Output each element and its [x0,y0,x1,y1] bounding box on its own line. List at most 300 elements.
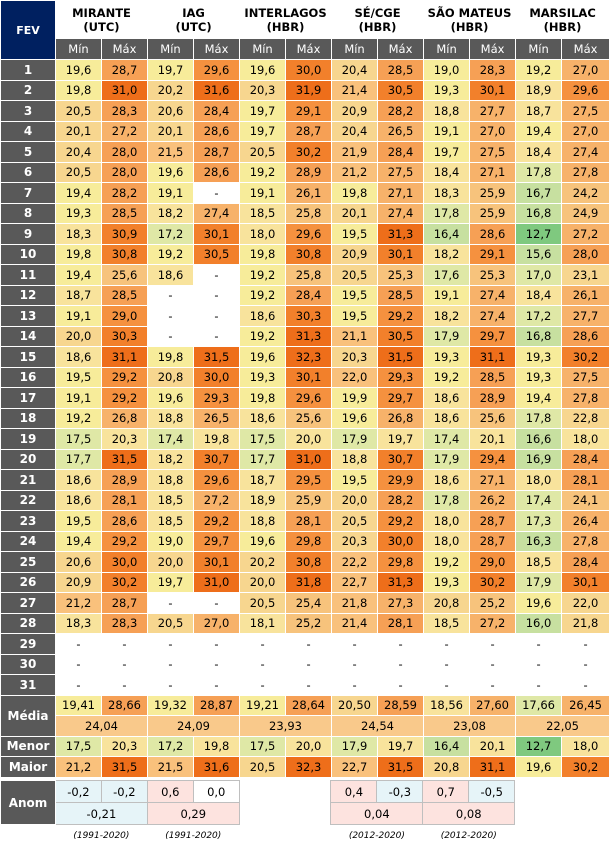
min-temp-cell: 17,8 [424,490,470,511]
max-temp-cell: - [194,675,240,696]
max-temp-cell: 31,9 [286,80,332,101]
media-max-cell: 27,60 [470,695,516,716]
max-temp-cell: 31,5 [194,347,240,368]
minmax-header-row [1,39,609,60]
day-row [1,490,609,511]
max-temp-cell: 30,0 [286,60,332,81]
station-timezone: (UTC) [56,20,147,34]
min-temp-cell: 19,7 [240,101,286,122]
max-temp-cell: 28,6 [102,511,148,532]
max-temp-cell: 28,7 [102,593,148,614]
min-temp-cell: 17,9 [424,449,470,470]
max-temp-cell: 20,0 [286,429,332,450]
max-temp-cell: 30,9 [102,224,148,245]
max-temp-cell: 31,5 [378,347,424,368]
station-name: IAG [148,6,239,20]
max-temp-cell: 29,3 [194,388,240,409]
station-header [424,1,516,39]
min-temp-cell: 21,9 [332,142,378,163]
min-column-header: Mín [56,39,102,60]
min-temp-cell: 18,6 [240,408,286,429]
day-row [1,654,609,675]
max-temp-cell: 27,5 [562,101,609,122]
max-temp-cell: 29,5 [286,470,332,491]
max-temp-cell: 28,7 [286,121,332,142]
min-temp-cell: 19,5 [332,470,378,491]
day-number: 9 [1,224,56,245]
station-name: SÃO MATEUS [424,6,515,20]
max-temp-cell: 30,2 [102,572,148,593]
min-temp-cell: 21,4 [332,80,378,101]
min-temp-cell: - [148,593,194,614]
spacer [561,803,609,825]
min-temp-cell: 19,3 [424,347,470,368]
day-number: 25 [1,552,56,573]
max-temp-cell: - [286,675,332,696]
min-temp-cell: 18,3 [56,613,102,634]
maior-min-cell: 21,5 [148,757,194,778]
anom-value-cell: -0,5 [469,781,515,803]
max-temp-cell: 27,8 [562,531,609,552]
max-temp-cell: - [562,675,609,696]
day-row [1,367,609,388]
max-temp-cell: - [562,654,609,675]
min-temp-cell: - [240,675,286,696]
max-temp-cell: 30,5 [378,326,424,347]
max-temp-cell: 29,7 [378,388,424,409]
max-temp-cell: 28,7 [194,142,240,163]
max-temp-cell: 25,6 [102,265,148,286]
media-max-cell: 28,64 [286,695,332,716]
day-number: 3 [1,101,56,122]
max-temp-cell: - [378,654,424,675]
min-temp-cell: 20,3 [332,531,378,552]
min-temp-cell: 19,8 [332,183,378,204]
min-temp-cell: 19,0 [148,531,194,552]
min-temp-cell: 12,7 [516,224,562,245]
station-timezone: (UTC) [148,20,239,34]
spacer [561,825,609,846]
min-temp-cell: 20,3 [240,80,286,101]
daily-rows [1,60,609,778]
min-temp-cell: 18,4 [424,162,470,183]
media-avg-cell: 24,09 [148,716,240,737]
month-label: FEV [1,1,56,60]
media-min-cell: 19,21 [240,695,286,716]
min-temp-cell: 21,8 [332,593,378,614]
max-temp-cell: 31,0 [286,449,332,470]
max-temp-cell: 28,4 [286,285,332,306]
day-number: 24 [1,531,56,552]
min-temp-cell: 18,5 [240,203,286,224]
day-row [1,80,609,101]
day-number: 11 [1,265,56,286]
min-temp-cell: - [516,654,562,675]
media-max-cell: 28,66 [102,695,148,716]
max-temp-cell: 28,0 [562,244,609,265]
min-column-header: Mín [148,39,194,60]
anom-avg-cell: 0,08 [423,803,515,825]
max-temp-cell: 29,8 [378,552,424,573]
max-temp-cell: 28,0 [102,162,148,183]
min-temp-cell: 21,4 [332,613,378,634]
min-temp-cell: 20,4 [332,121,378,142]
max-temp-cell: 32,3 [286,347,332,368]
maior-max-cell: 32,3 [286,757,332,778]
anom-period-label: (2012-2020) [331,825,423,846]
max-temp-cell: - [286,634,332,655]
min-temp-cell: 18,6 [56,470,102,491]
min-temp-cell: - [148,654,194,675]
max-temp-cell: 28,2 [378,101,424,122]
anom-value-cell: 0,6 [147,781,193,803]
min-temp-cell: 19,1 [56,306,102,327]
day-row [1,675,609,696]
max-temp-cell: 27,5 [470,142,516,163]
day-number: 10 [1,244,56,265]
station-name: MIRANTE [56,6,147,20]
media-avg-cell: 24,04 [56,716,148,737]
station-name: MARSILAC [516,6,609,20]
max-temp-cell: 31,3 [378,572,424,593]
max-temp-cell: - [194,183,240,204]
max-temp-cell: 29,0 [470,552,516,573]
min-column-header: Mín [332,39,378,60]
max-temp-cell: 29,6 [194,470,240,491]
min-temp-cell: 19,4 [56,265,102,286]
max-temp-cell: 29,4 [470,449,516,470]
menor-max-cell: 20,3 [102,736,148,757]
day-row [1,429,609,450]
max-temp-cell: 27,3 [378,593,424,614]
min-temp-cell: 20,0 [240,572,286,593]
max-temp-cell: 29,7 [470,326,516,347]
day-row [1,306,609,327]
max-temp-cell: 28,4 [562,552,609,573]
max-temp-cell: 28,6 [194,121,240,142]
min-temp-cell: 17,8 [516,408,562,429]
spacer [285,803,331,825]
max-temp-cell: 27,5 [378,162,424,183]
max-temp-cell: - [470,634,516,655]
max-temp-cell: 27,4 [470,285,516,306]
min-temp-cell: 18,8 [148,470,194,491]
maior-min-cell: 20,8 [424,757,470,778]
max-temp-cell: 27,7 [470,101,516,122]
min-temp-cell: 18,5 [516,552,562,573]
max-temp-cell: 29,2 [102,531,148,552]
min-temp-cell: - [516,634,562,655]
min-temp-cell: 18,3 [424,183,470,204]
spacer [239,781,285,803]
menor-min-cell: 17,9 [332,736,378,757]
station-timezone: (HBR) [332,20,423,34]
max-temp-cell: 28,2 [378,490,424,511]
max-temp-cell: 29,1 [286,101,332,122]
min-temp-cell: 19,1 [424,285,470,306]
menor-label: Menor [1,736,56,757]
min-temp-cell: 19,1 [240,183,286,204]
min-temp-cell: 18,2 [424,306,470,327]
max-temp-cell: 30,1 [470,80,516,101]
max-temp-cell: 28,1 [286,511,332,532]
max-temp-cell: 28,3 [470,60,516,81]
min-temp-cell: 22,7 [332,572,378,593]
min-temp-cell: 20,1 [332,203,378,224]
min-temp-cell: 19,6 [516,593,562,614]
day-number: 18 [1,408,56,429]
min-temp-cell: 19,4 [56,531,102,552]
max-temp-cell: 31,1 [102,347,148,368]
max-temp-cell: 30,8 [102,244,148,265]
min-temp-cell: - [332,654,378,675]
max-temp-cell: 30,0 [102,552,148,573]
min-temp-cell: 18,5 [148,490,194,511]
max-temp-cell: 30,7 [194,449,240,470]
anom-period-label: (1991-2020) [147,825,239,846]
day-row [1,203,609,224]
min-temp-cell: 18,6 [424,408,470,429]
min-temp-cell: 19,7 [424,142,470,163]
min-temp-cell: 20,1 [148,121,194,142]
max-temp-cell: 28,1 [562,470,609,491]
max-temp-cell: 28,6 [194,162,240,183]
anom-values-row [1,781,609,803]
max-temp-cell: 29,6 [286,388,332,409]
min-temp-cell: 19,2 [56,408,102,429]
min-temp-cell: 19,1 [56,388,102,409]
min-temp-cell: 19,2 [516,60,562,81]
min-temp-cell: 19,3 [424,572,470,593]
min-temp-cell: 19,6 [148,388,194,409]
min-temp-cell: 19,3 [516,347,562,368]
min-temp-cell: 17,4 [516,490,562,511]
min-temp-cell: 19,5 [332,224,378,245]
min-temp-cell: - [424,675,470,696]
max-temp-cell: 26,8 [102,408,148,429]
min-temp-cell: 17,6 [424,265,470,286]
max-temp-cell: 31,8 [286,572,332,593]
min-temp-cell: 20,5 [332,265,378,286]
min-temp-cell: 20,5 [56,101,102,122]
min-temp-cell: 19,2 [240,162,286,183]
min-temp-cell: 20,1 [56,121,102,142]
min-temp-cell: 19,6 [148,162,194,183]
max-temp-cell: 28,6 [562,326,609,347]
min-temp-cell: 19,7 [148,60,194,81]
min-temp-cell: - [424,634,470,655]
station-header [516,1,609,39]
day-row [1,388,609,409]
max-temp-cell: 30,1 [194,552,240,573]
max-temp-cell: 31,3 [286,326,332,347]
min-temp-cell: 18,6 [424,470,470,491]
media-avg-row [1,716,609,737]
max-temp-cell: - [194,306,240,327]
min-temp-cell: 17,9 [424,326,470,347]
media-row [1,695,609,716]
max-temp-cell: 30,1 [378,244,424,265]
max-temp-cell: 27,4 [194,203,240,224]
min-temp-cell: - [332,675,378,696]
anom-value-cell: -0,2 [55,781,101,803]
day-row [1,224,609,245]
min-temp-cell: 20,6 [148,101,194,122]
min-temp-cell: - [148,675,194,696]
day-row [1,326,609,347]
max-temp-cell: - [470,675,516,696]
max-temp-cell: 30,2 [470,572,516,593]
max-temp-cell: 27,2 [562,224,609,245]
max-column-header: Máx [194,39,240,60]
min-temp-cell: 19,8 [240,244,286,265]
day-row [1,470,609,491]
max-temp-cell: 25,2 [470,593,516,614]
max-temp-cell: 28,7 [470,511,516,532]
max-temp-cell: 20,3 [102,429,148,450]
min-temp-cell: 20,9 [332,244,378,265]
day-row [1,162,609,183]
min-temp-cell: 17,4 [424,429,470,450]
min-temp-cell: 19,5 [56,511,102,532]
min-temp-cell: 21,1 [332,326,378,347]
day-row [1,572,609,593]
max-temp-cell: 22,8 [562,408,609,429]
min-temp-cell: 18,0 [424,531,470,552]
min-temp-cell: 20,5 [56,162,102,183]
max-temp-cell: - [102,675,148,696]
max-temp-cell: 29,7 [194,531,240,552]
max-temp-cell: 29,6 [194,60,240,81]
media-max-cell: 28,87 [194,695,240,716]
min-temp-cell: 20,5 [240,142,286,163]
max-temp-cell: - [194,326,240,347]
min-temp-cell: 18,4 [516,142,562,163]
day-row [1,285,609,306]
max-temp-cell: 28,9 [470,388,516,409]
spacer [515,825,561,846]
min-temp-cell: 19,3 [56,203,102,224]
max-temp-cell: 27,0 [470,121,516,142]
min-temp-cell: 19,8 [56,244,102,265]
max-temp-cell: 27,0 [194,613,240,634]
max-temp-cell: 27,4 [470,306,516,327]
max-temp-cell: 28,7 [102,60,148,81]
day-row [1,60,609,81]
menor-min-cell: 16,4 [424,736,470,757]
spacer [515,803,561,825]
min-temp-cell: 18,0 [240,224,286,245]
day-row [1,244,609,265]
min-temp-cell: - [332,634,378,655]
day-number: 4 [1,121,56,142]
max-temp-cell: 29,6 [286,224,332,245]
max-temp-cell: - [194,593,240,614]
spacer [1,825,56,846]
media-avg-cell: 22,05 [516,716,609,737]
max-temp-cell: 28,9 [102,470,148,491]
max-temp-cell: 25,4 [286,593,332,614]
max-temp-cell: 22,0 [562,593,609,614]
min-temp-cell: 18,6 [148,265,194,286]
maior-max-cell: 31,5 [102,757,148,778]
min-temp-cell: 20,2 [148,80,194,101]
min-temp-cell: - [424,654,470,675]
max-temp-cell: 27,2 [194,490,240,511]
max-temp-cell: - [102,634,148,655]
min-temp-cell: 19,7 [240,121,286,142]
min-temp-cell: 18,2 [148,203,194,224]
max-temp-cell: 30,3 [286,306,332,327]
min-temp-cell: 17,9 [332,429,378,450]
day-number: 2 [1,80,56,101]
max-column-header: Máx [286,39,332,60]
max-temp-cell: 28,1 [378,613,424,634]
menor-max-cell: 18,0 [562,736,609,757]
day-number: 21 [1,470,56,491]
day-number: 30 [1,654,56,675]
min-temp-cell: 18,9 [516,80,562,101]
min-temp-cell: - [56,654,102,675]
max-temp-cell: 30,1 [562,572,609,593]
maior-max-cell: 30,2 [562,757,609,778]
day-number: 1 [1,60,56,81]
day-number: 15 [1,347,56,368]
spacer [285,825,331,846]
day-number: 17 [1,388,56,409]
max-temp-cell: 26,4 [562,511,609,532]
min-temp-cell: 18,7 [240,470,286,491]
max-temp-cell: 27,1 [470,470,516,491]
min-temp-cell: 16,6 [516,429,562,450]
min-temp-cell: 16,0 [516,613,562,634]
day-row [1,347,609,368]
max-temp-cell: 29,2 [378,306,424,327]
anom-period-label: (1991-2020) [55,825,147,846]
min-temp-cell: 20,0 [56,326,102,347]
spacer [561,781,609,803]
min-temp-cell: 19,1 [424,121,470,142]
min-temp-cell: - [56,634,102,655]
min-temp-cell: 19,8 [56,80,102,101]
min-temp-cell: 19,9 [332,388,378,409]
min-temp-cell: 18,0 [516,470,562,491]
min-temp-cell: 20,2 [240,552,286,573]
max-temp-cell: 31,6 [194,80,240,101]
maior-max-cell: 31,1 [470,757,516,778]
media-avg-cell: 24,54 [332,716,424,737]
min-temp-cell: 19,3 [424,80,470,101]
min-temp-cell: 18,6 [424,388,470,409]
media-min-cell: 20,50 [332,695,378,716]
min-temp-cell: 19,2 [424,367,470,388]
min-temp-cell: 16,3 [516,531,562,552]
day-number: 19 [1,429,56,450]
max-temp-cell: 27,5 [562,367,609,388]
min-temp-cell: 17,2 [516,306,562,327]
media-min-cell: 19,41 [56,695,102,716]
max-temp-cell: 28,5 [102,203,148,224]
min-temp-cell: 17,4 [148,429,194,450]
max-temp-cell: 29,0 [102,306,148,327]
min-temp-cell: 16,7 [516,183,562,204]
maior-min-cell: 19,6 [516,757,562,778]
anom-period-label: (2012-2020) [423,825,515,846]
min-temp-cell: 20,4 [56,142,102,163]
max-temp-cell: 28,7 [470,531,516,552]
max-temp-cell: 25,9 [286,490,332,511]
max-temp-cell: - [194,654,240,675]
